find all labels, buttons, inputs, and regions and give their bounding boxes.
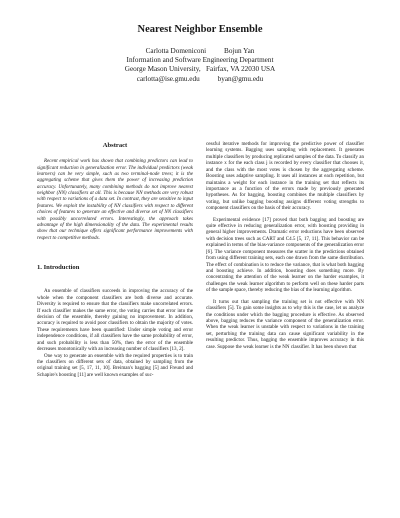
intro-paragraph-2: One way to generate an ensemble with the required properties is to train the classifiers on different sets of data, obtained by sampling from the original training set [5, 17, 11, 10]. Breiman's bagging [5] and Freund and Schapire's boosting [11] are well known examples of suc-	[37, 352, 193, 378]
intro-paragraph-1: An ensemble of classifiers succeeds in improving the accuracy of the whole when the component classifiers are both diverse and accurate. Diversity is required to ensure that the classifiers make uncorrelated errors. If each classifier makes the same error, the voting carries that error into the decision of the ensemble, thereby gaining no improvement. In addition, accuracy is required to avoid poor classifiers to obtain the majority of votes. These requirements have been quantified: Under simple voting and error independence conditions, if all classifiers have the same probability of error, and such probability is less than 50%, then the error of the ensemble decreases monotonically with an increasing number of classifiers [13, 2].	[37, 288, 193, 353]
section-heading-introduction: 1. Introduction	[37, 263, 80, 271]
paper-title: Nearest Neighbor Ensemble	[137, 24, 263, 35]
right-paragraph-3: It turns out that sampling the training set is not effective with NN classifiers [5]. To gain some insights as to why this is the case, let us analyze the conditions under which the bagging procedure is effective. As observed above, bagging reduces the variance component of the generalization error. When the weak learner is unstable with respect to variations in the training set, perturbing the training data can cause significant variability in the resulting predictor. Thus, bagging the ensemble improves accuracy in this case. Suppose the weak learner is the NN classifier. It has been shown that	[206, 298, 364, 350]
right-column	[206, 141, 364, 350]
abstract-paragraph: Recent empirical work has shown that combining predictors can lead to significant reduction in generalization error. The individual predictors (weak learners) can be very simple, such as two terminal-node trees; it is the aggregating scheme that gives them the power of increasing prediction accuracy. Unfortunately, many combining methods do not improve nearest neighbor (NN) classifiers at all. This is because NN methods are very robust with respect to variations of a data set. In contrast, they are sensitive to input features. We exploit the instability of NN classifiers with respect to different choices of features to generate an effective and diverse set of NN classifiers with possibly uncorrelated errors. Interestingly, the approach takes advantage of the high dimensionality of the data. The experimental results show that our technique offers significant performance improvements with respect to competitive methods.	[37, 159, 193, 241]
author-block	[0, 47, 400, 84]
author-department: Information and Software Engineering Department	[126, 56, 274, 65]
author-names: Carlotta Domeniconi Bojun Yan	[145, 47, 255, 55]
abstract-body	[37, 159, 193, 241]
left-column	[37, 143, 193, 378]
right-paragraph-2: Experimental evidence [17] proved that both bagging and boosting are quite effective in reducing generalization error, with boosting providing in general higher improvements. Dramatic error reductions have been observed with decision trees such as CART and C4.5 [5, 17, 11]. This behavior can be explained in terms of the bias-variance components of the generalization error [6]. The variance component measures the scatter in the predictions obtained from using different training sets, each one drawn from the same distribution. The effect of combination is to reduce the variance, that is what both bagging and boosting achieve. In addition, boosting does something more. By concentrating the attention of the weak learner on the harder examples, it challenges the weak learner algorithm to perform well on these harder parts of the sample space, thereby reducing the bias of the learning algorithm.	[206, 216, 364, 294]
abstract-heading: Abstract	[102, 142, 128, 149]
author-emails: carlotta@ise.gmu.edu byan@gmu.edu	[136, 74, 264, 83]
author-affiliation: George Mason University, Fairfax, VA 22030 USA	[124, 65, 276, 74]
right-paragraph-1: cessful iterative methods for improving the predictive power of classifier learning systems. Bagging uses sampling with replacement. It generates multiple classifiers by producing replicated samples of the data. To classify an instance x for the each class j is recorded by every classifier that chooses it, and the class with the most votes is chosen by the aggregating scheme. Boosting uses adaptive sampling. It uses all instances at each repetition, but maintains a weight for each instance in the training set that reflects its importance as a function of the errors made by previously generated hypotheses. As for bagging, boosting combines the multiple classifiers by voting, but unlike bagging boosting assigns different voting strengths to component classifiers on the basis of their accuracy.	[206, 141, 364, 212]
